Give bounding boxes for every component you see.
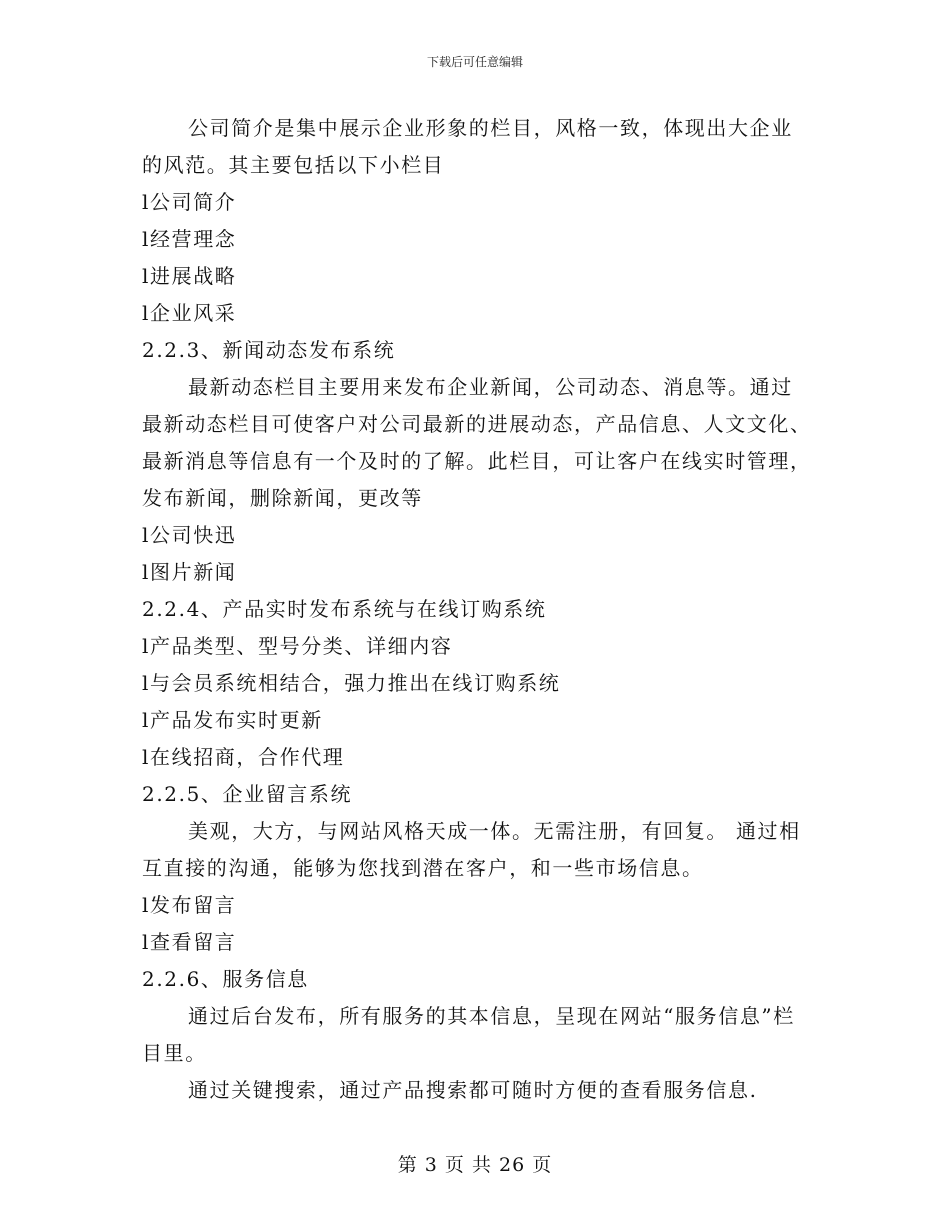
page-number: 第 3 页 共 26 页 — [397, 1154, 553, 1176]
list-item: l经营理念 — [142, 227, 237, 251]
section-heading-2-2-5: 2.2.5、企业留言系统 — [142, 782, 353, 806]
list-item: l进展战略 — [142, 264, 237, 288]
page-header-note: 下载后可任意编辑 — [426, 55, 523, 69]
list-item: l产品类型、型号分类、详细内容 — [142, 634, 453, 658]
list-item: l公司简介 — [142, 190, 237, 214]
paragraph-guestbook: 美观，大方，与网站风格天成一体。无需注册，有回复。 通过相互直接的沟通，能够为您找到潜在客户，和一些市场信息。 — [142, 819, 801, 880]
list-item: l产品发布实时更新 — [142, 708, 323, 732]
paragraph-news: 最新动态栏目主要用来发布企业新闻，公司动态、消息等。通过最新动态栏目可使客户对公司最新的进展动态，产品信息、人文文化、最新消息等信息有一个及时的了解。此栏目，可让客户在线实时管理，发布新闻，删除新闻，更改等 — [142, 375, 812, 510]
list-item: l查看留言 — [142, 930, 237, 954]
list-item: l图片新闻 — [142, 560, 237, 584]
list-item: l发布留言 — [142, 893, 237, 917]
section-heading-2-2-3: 2.2.3、新闻动态发布系统 — [142, 338, 396, 362]
paragraph-service-info: 通过后台发布，所有服务的其本信息，呈现在网站“服务信息”栏目里。 — [142, 1004, 795, 1065]
list-item: l公司快迅 — [142, 523, 237, 547]
list-item: l企业风采 — [142, 301, 237, 325]
list-item: l在线招商，合作代理 — [142, 745, 345, 769]
document-body — [142, 110, 812, 1109]
list-item: l与会员系统相结合，强力推出在线订购系统 — [142, 671, 561, 695]
section-heading-2-2-6: 2.2.6、服务信息 — [142, 967, 309, 991]
paragraph-search: 通过关键搜索，通过产品搜索都可随时方便的查看服务信息. — [188, 1078, 758, 1102]
section-heading-2-2-4: 2.2.4、产品实时发布系统与在线订购系统 — [142, 597, 547, 621]
paragraph-company-intro: 公司简介是集中展示企业形象的栏目，风格一致，体现出大企业的风范。其主要包括以下小栏目 — [142, 116, 793, 177]
